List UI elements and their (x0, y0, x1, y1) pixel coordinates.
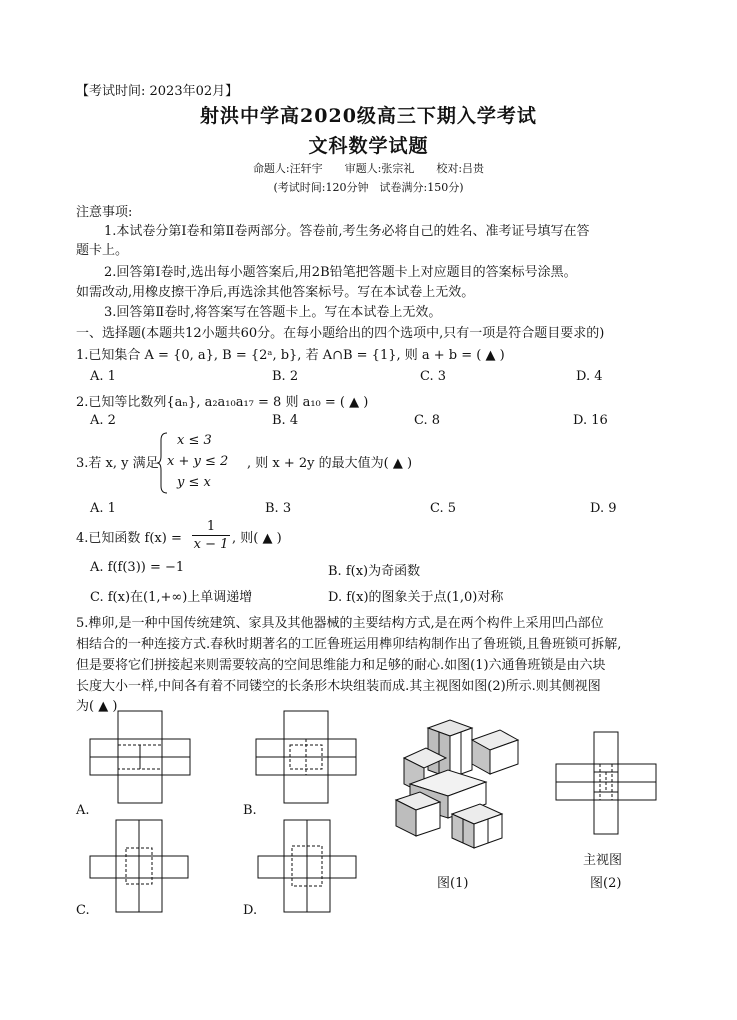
q2-option-d[interactable]: D. 16 (573, 413, 608, 428)
q4-option-c[interactable]: C. f(x)在(1,+∞)上单调递增 (90, 590, 253, 605)
front-view-figure (556, 732, 656, 836)
q1-option-a[interactable]: A. 1 (90, 369, 116, 384)
notice-item-1-cont: 题卡上。 (76, 243, 129, 258)
figure-option-c[interactable] (90, 820, 188, 914)
figure-option-b[interactable] (256, 711, 356, 805)
notice-item-1: 1.本试卷分第Ⅰ卷和第Ⅱ卷两部分。答卷前,考生务必将自己的姓名、准考证号填写在答 (104, 224, 590, 239)
figure-1-caption: 图(1) (437, 876, 469, 891)
q2-option-c[interactable]: C. 8 (414, 413, 441, 428)
question-5-line-4: 长度大小一样,中间各有着不同镂空的长条形木块组装而成.其主视图如图(2)所示.则其侧视图 (76, 679, 601, 694)
exam-time: 【考试时间: 2023年02月】 (76, 84, 239, 99)
notice-heading: 注意事项: (76, 205, 133, 220)
q4-option-a[interactable]: A. f(f(3)) = −1 (90, 560, 185, 575)
q5-option-a[interactable]: A. (76, 803, 90, 818)
notice-item-3: 3.回答第Ⅱ卷时,将答案写在答题卡上。写在本试卷上无效。 (104, 305, 442, 320)
q5-option-c[interactable]: C. (76, 903, 90, 918)
q1-option-d[interactable]: D. 4 (576, 369, 603, 384)
question-4-stem-pre: 4.已知函数 f(x) = (76, 531, 182, 546)
q3-option-c[interactable]: C. 5 (430, 501, 457, 516)
staff-line: 命题人:汪轩宇 审题人:张宗礼 校对:吕贵 (252, 162, 485, 175)
q4-option-b[interactable]: B. f(x)为奇函数 (328, 564, 421, 579)
figure-option-d[interactable] (258, 820, 356, 914)
section-heading: 一、选择题(本题共12小题共60分。在每小题给出的四个选项中,只有一项是符合题目要求的) (76, 326, 605, 341)
luban-lock-figure (390, 718, 520, 850)
system-line-2: x + y ≤ 2 (167, 454, 229, 469)
notice-item-2-cont: 如需改动,用橡皮擦干净后,再选涂其他答案标号。写在本试卷上无效。 (76, 285, 475, 300)
question-5-line-5: 为( ▲ ) (76, 699, 118, 714)
page-subtitle: 文科数学试题 (308, 135, 429, 157)
fraction-numerator: 1 (206, 519, 216, 534)
front-view-label: 主视图 (583, 853, 623, 868)
question-3-stem-pre: 3.若 x, y 满足 (76, 456, 159, 471)
system-line-3: y ≤ x (177, 475, 211, 490)
figure-option-a[interactable] (90, 711, 190, 805)
q2-option-b[interactable]: B. 4 (272, 413, 299, 428)
question-1-stem: 1.已知集合 A = {0, a}, B = {2ᵃ, b}, 若 A∩B = {1}, 则 a + b = ( ▲ ) (76, 348, 505, 363)
q5-option-d[interactable]: D. (243, 903, 258, 918)
q1-option-c[interactable]: C. 3 (420, 369, 447, 384)
question-2-stem: 2.已知等比数列{aₙ}, a₂a₁₀a₁₇ = 8 则 a₁₀ = ( ▲ ) (76, 395, 369, 410)
q3-option-a[interactable]: A. 1 (90, 501, 116, 516)
question-4-stem-post: , 则( ▲ ) (232, 531, 282, 546)
page-title: 射洪中学高2020级高三下期入学考试 (200, 105, 537, 127)
question-5-line-2: 相结合的一种连接方式.春秋时期著名的工匠鲁班运用榫卯结构制作出了鲁班锁,且鲁班锁可拆解, (76, 637, 622, 652)
system-line-1: x ≤ 3 (177, 433, 212, 448)
time-score-line: (考试时间:120分钟 试卷满分:150分) (273, 181, 464, 194)
notice-item-2: 2.回答第Ⅰ卷时,选出每小题答案后,用2B铅笔把答题卡上对应题目的答案标号涂黑。 (104, 265, 577, 280)
fraction-bar (192, 535, 230, 536)
question-3-stem-post: , 则 x + 2y 的最大值为( ▲ ) (247, 456, 413, 471)
q5-option-b[interactable]: B. (243, 803, 257, 818)
q2-option-a[interactable]: A. 2 (90, 413, 116, 428)
q1-option-b[interactable]: B. 2 (272, 369, 299, 384)
figure-2-caption: 图(2) (590, 876, 622, 891)
q4-option-d[interactable]: D. f(x)的图象关于点(1,0)对称 (328, 590, 504, 605)
q3-option-d[interactable]: D. 9 (590, 501, 617, 516)
fraction-denominator: x − 1 (193, 537, 229, 552)
q3-option-b[interactable]: B. 3 (265, 501, 292, 516)
question-5-line-3: 但是要将它们拼接起来则需要较高的空间思维能力和足够的耐心.如图(1)六通鲁班锁是由六块 (76, 658, 606, 673)
question-5-line-1: 5.榫卯,是一种中国传统建筑、家具及其他器械的主要结构方式,是在两个构件上采用凹凸部位 (76, 616, 604, 631)
